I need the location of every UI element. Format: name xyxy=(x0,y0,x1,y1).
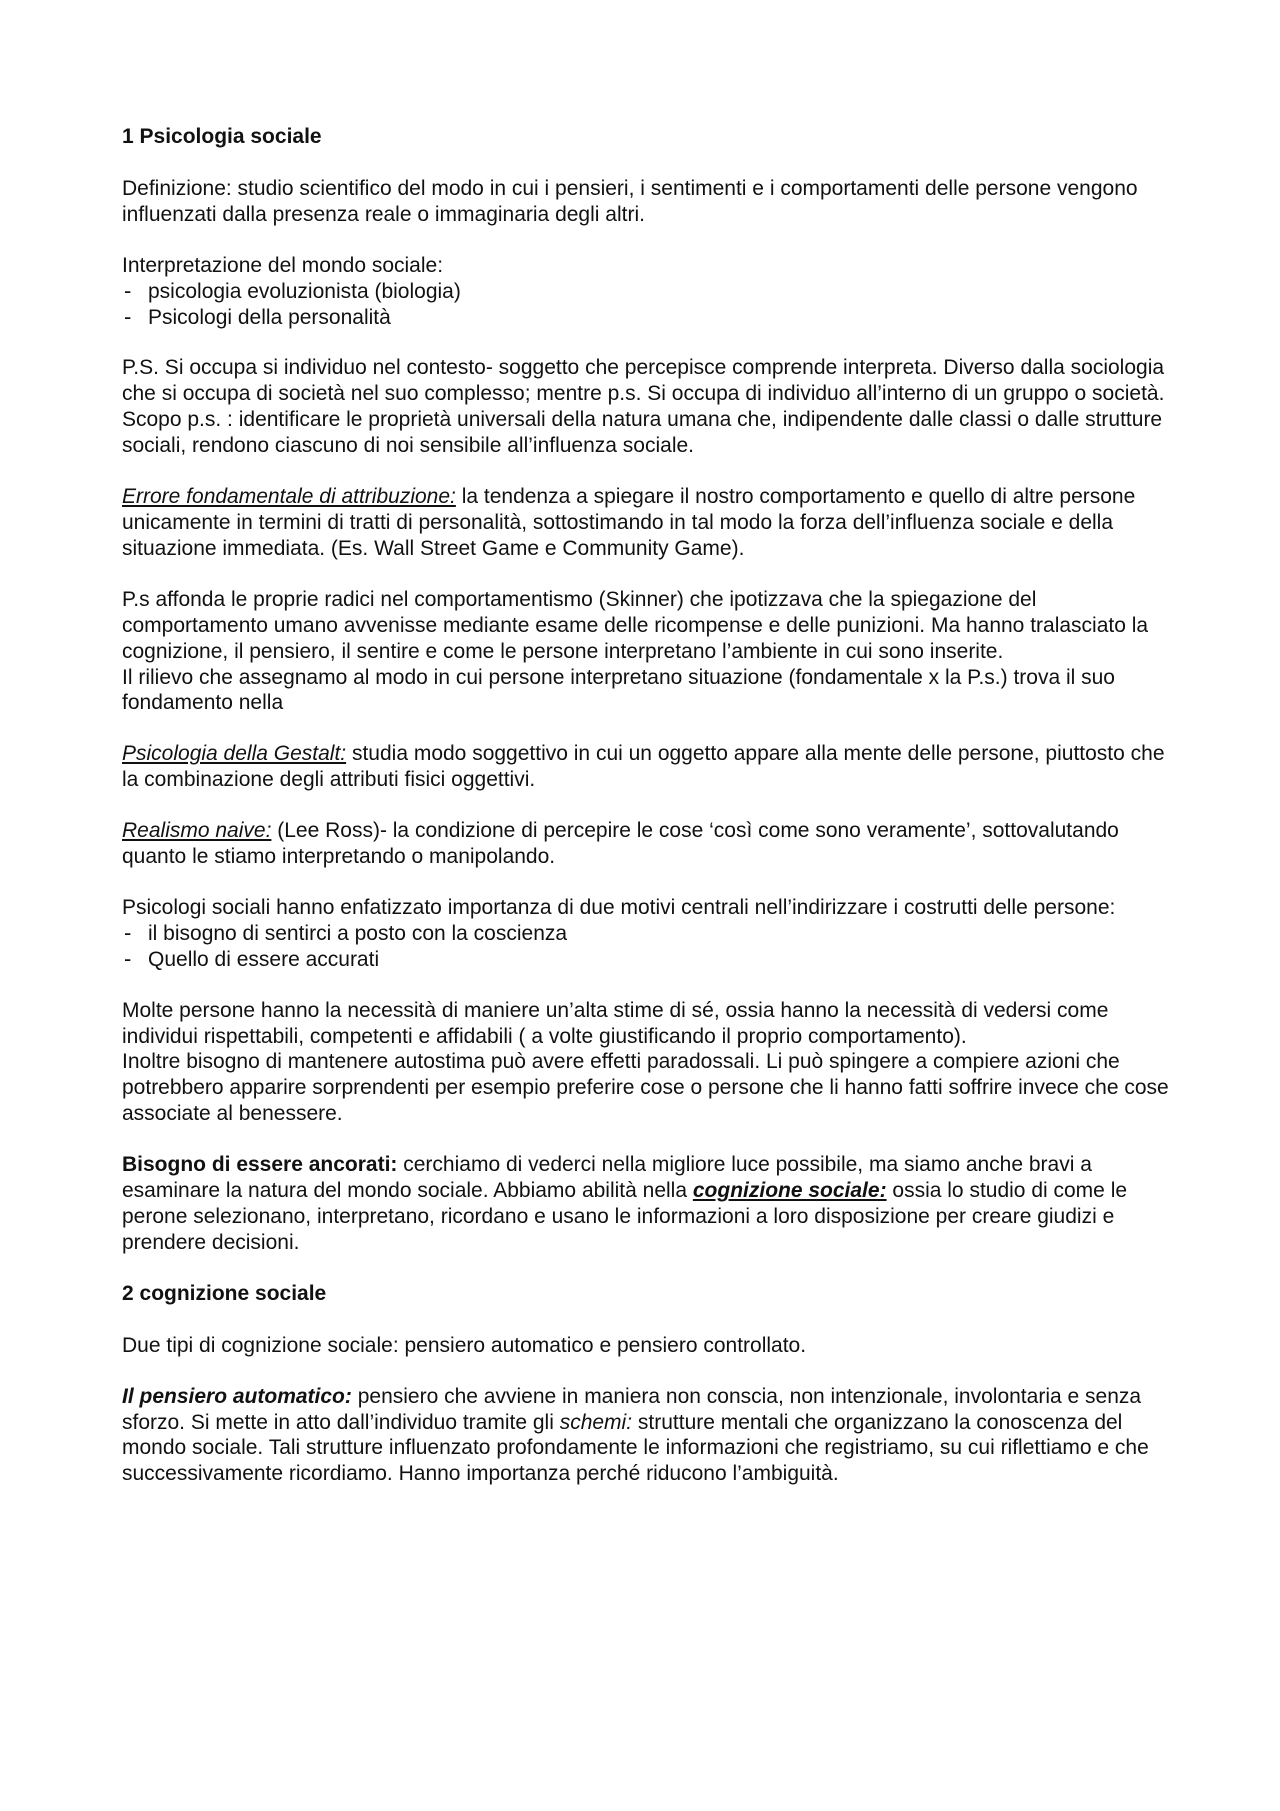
motives-intro: Psicologi sociali hanno enfatizzato importanza di due motivi centrali nell’indirizzare i costrutti delle persone: xyxy=(122,895,1116,919)
relevance-paragraph: Il rilievo che assegnamo al modo in cui persone interpretano situazione (fondamentale x la P.s.) trova il suo fondamento nella xyxy=(122,665,1115,715)
behaviorism-paragraph: P.s affonda le proprie radici nel comportamentismo (Skinner) che ipotizzava che la spiegazione del comportamento umano avvenisse mediante esame delle ricompense e delle punizioni. Ma hanno tralasciato la cognizione, il pensiero, il sentire e come le persone interpretano l’ambiente in cui sono inserite. xyxy=(122,587,1149,663)
gestalt-text: studia modo soggettivo in cui un oggetto appare alla mente delle persone, piuttosto che la combinazione degli attributi fisici oggettivi. xyxy=(122,742,1165,792)
interpretation-list xyxy=(122,279,1182,331)
motives-list xyxy=(122,921,1182,973)
social-cognition-term: cognizione sociale: xyxy=(692,1179,887,1203)
fundamental-error-paragraph xyxy=(122,484,1182,562)
document-body xyxy=(122,124,1182,1512)
gestalt-term: Psicologia della Gestalt: xyxy=(122,742,347,766)
fundamental-error-term: Errore fondamentale di attribuzione: xyxy=(122,485,456,509)
automatic-text-2: strutture mentali che organizzano la conoscenza del mondo sociale. Tali strutture influenzato profondamente le informazioni che registriamo, su cui riflettiamo e che successivamente ricordiamo. Hanno importanza perché riducono l’ambiguità. xyxy=(122,1410,1149,1486)
fundamental-error-text: la tendenza a spiegare il nostro comportamento e quello di altre persone unicamente in termini di tratti di personalità, sottostimando in tal modo la forza dell’influenza sociale e della situazione immediata. (Es. Wall Street Game e Community Game). xyxy=(122,485,1136,560)
interpretation-title: Interpretazione del mondo sociale: xyxy=(122,253,444,277)
list-item: - Psicologi della personalità xyxy=(122,305,1182,331)
self-esteem-paragraph-2: Inoltre bisogno di mantenere autostima può avere effetti paradossali. Li può spingere a compiere azioni che potrebbero apparire sorprendenti per esempio preferire cose o persone che li hanno fatti soffrire invece che cose associate al benessere. xyxy=(122,1050,1169,1126)
automatic-thought-term: Il pensiero automatico: xyxy=(122,1384,352,1408)
definition-paragraph: Definizione: studio scientifico del modo in cui i pensieri, i sentimenti e i comportamenti delle persone vengono influenzati dalla presenza reale o immaginaria degli altri. xyxy=(122,176,1138,226)
list-item: - il bisogno di sentirci a posto con la coscienza xyxy=(122,921,1182,947)
section-heading-2: 2 cognizione sociale xyxy=(122,1281,327,1305)
schemas-term: schemi: xyxy=(559,1410,633,1434)
anchored-text-1: cerchiamo di vederci nella migliore luce possibile, ma siamo anche bravi a esaminare la natura del mondo sociale. Abbiamo abilità nella xyxy=(122,1153,1092,1203)
gestalt-paragraph xyxy=(122,741,1182,793)
naive-realism-text: (Lee Ross)- la condizione di percepire le cose ‘così come sono veramente’, sottovalutando quanto le stiamo interpretando o manipolando. xyxy=(122,819,1119,869)
section-heading-1: 1 Psicologia sociale xyxy=(122,125,322,148)
anchored-text-2: ossia lo studio di come le perone selezionano, interpretano, ricordano e usano le informazioni a loro disposizione per creare giudizi e prendere decisioni. xyxy=(122,1179,1128,1254)
self-esteem-paragraph-1: Molte persone hanno la necessità di maniere un’alta stime di sé, ossia hanno la necessità di vedersi come individui rispettabili, competenti e affidabili ( a volte giustificando il proprio comportamento). xyxy=(122,998,1109,1048)
list-item: - Quello di essere accurati xyxy=(122,947,1182,973)
anchored-term: Bisogno di essere ancorati: xyxy=(122,1153,398,1177)
two-types-paragraph: Due tipi di cognizione sociale: pensiero automatico e pensiero controllato. xyxy=(122,1333,807,1357)
list-item: - psicologia evoluzionista (biologia) xyxy=(122,279,1182,305)
anchored-paragraph xyxy=(122,1152,1182,1256)
automatic-thought-paragraph xyxy=(122,1384,1182,1488)
naive-realism-term: Realismo naive: xyxy=(122,819,272,843)
ps-paragraph: P.S. Si occupa si individuo nel contesto- soggetto che percepisce comprende interpreta. Diverso dalla sociologia che si occupa di società nel suo complesso; mentre p.s. Si occupa di individuo all’interno di un gruppo o società. Scopo p.s. : identificare le proprietà universali della natura umana che, indipendente dalle classi o dalle strutture sociali, rendono ciascuno di noi sensibile all’influenza sociale. xyxy=(122,356,1165,458)
naive-realism-paragraph xyxy=(122,818,1182,870)
automatic-text-1: pensiero che avviene in maniera non conscia, non intenzionale, involontaria e senza sforzo. Si mette in atto dall’individuo tramite gli xyxy=(122,1384,1142,1434)
